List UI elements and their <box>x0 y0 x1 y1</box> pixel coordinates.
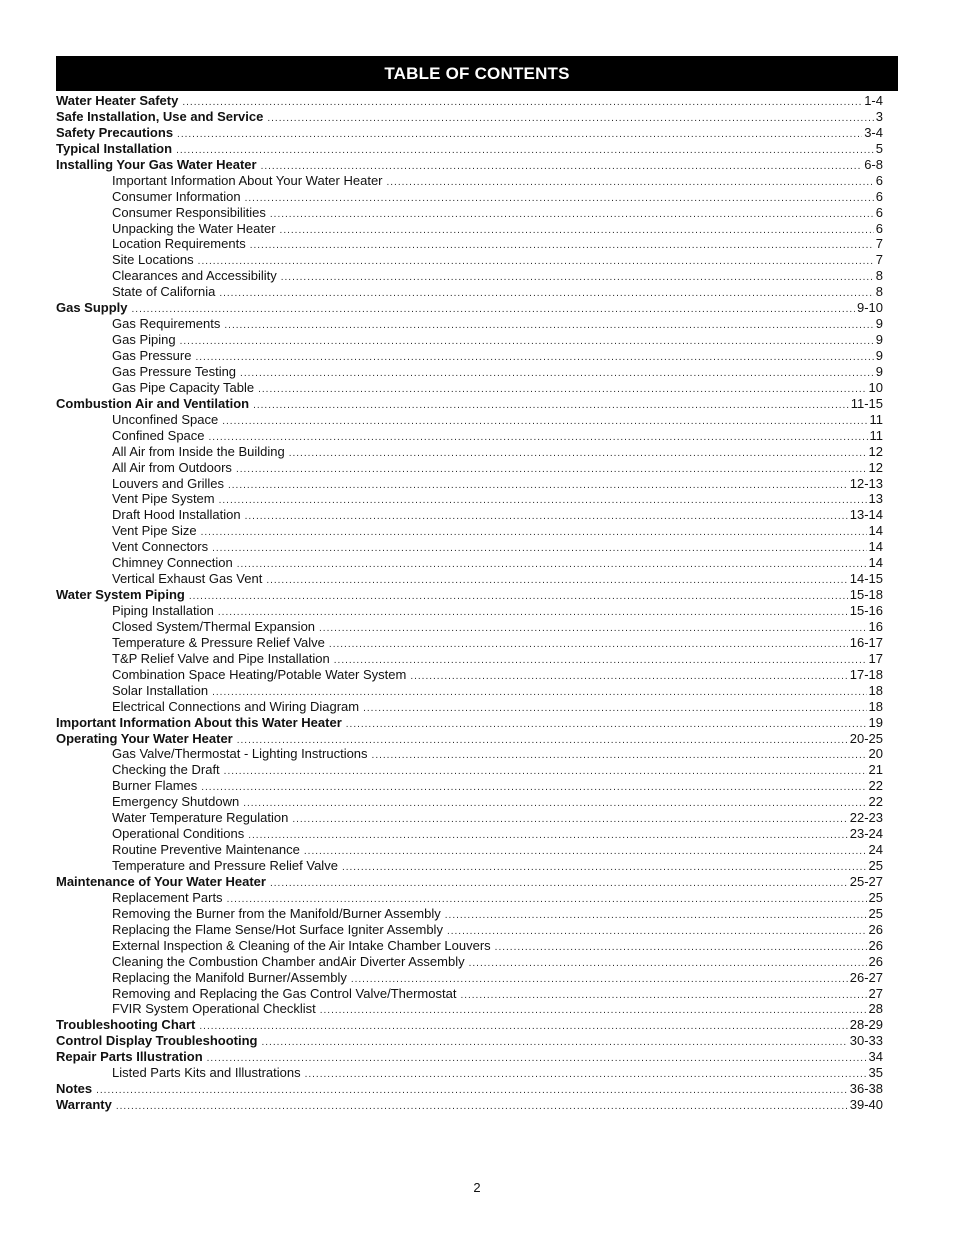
toc-subsection-entry[interactable] <box>56 858 883 874</box>
toc-subsection-entry[interactable] <box>56 205 883 221</box>
toc-entry-pages: 5 <box>875 140 883 156</box>
toc-entry-pages: 20 <box>868 746 883 762</box>
toc-subsection-entry[interactable] <box>56 444 883 460</box>
toc-entry-pages: 12-13 <box>849 475 883 491</box>
toc-entry-label: State of California <box>112 284 216 300</box>
toc-entry-pages: 14 <box>868 539 883 555</box>
toc-entry-pages: 26 <box>868 953 883 969</box>
toc-subsection-entry[interactable] <box>56 189 883 205</box>
toc-entry-label: Warranty <box>56 1097 112 1113</box>
dot-leader <box>201 525 867 541</box>
toc-entry-label: Cleaning the Combustion Chamber andAir Diverter Assembly <box>112 953 465 969</box>
toc-section-entry[interactable] <box>56 1033 883 1049</box>
toc-entry-label: Gas Piping <box>112 332 176 348</box>
toc-entry-label: External Inspection & Cleaning of the Air Intake Chamber Louvers <box>112 937 491 953</box>
dot-leader <box>240 366 874 382</box>
toc-section-entry[interactable] <box>56 715 883 731</box>
toc-subsection-entry[interactable] <box>56 651 883 667</box>
toc-entry-pages: 9-10 <box>856 300 883 316</box>
toc-entry-pages: 3-4 <box>864 124 883 140</box>
toc-entry-label: Closed System/Thermal Expansion <box>112 618 316 634</box>
toc-entry-label: Vent Connectors <box>112 539 209 555</box>
dot-leader <box>224 318 873 334</box>
toc-entry-pages: 6 <box>875 220 883 236</box>
toc-entry-label: Removing the Burner from the Manifold/Burner Assembly <box>112 905 441 921</box>
toc-subsection-entry[interactable] <box>56 460 883 476</box>
toc-entry-pages: 27 <box>868 985 883 1001</box>
toc-subsection-entry[interactable] <box>56 986 883 1002</box>
toc-subsection-entry[interactable] <box>56 794 883 810</box>
dot-leader <box>320 1003 867 1019</box>
dot-leader <box>410 669 847 685</box>
toc-entry-label: Important Information About this Water Heater <box>56 714 342 730</box>
toc-entry-pages: 17-18 <box>849 666 883 682</box>
toc-entry-pages: 12 <box>868 443 883 459</box>
dot-leader <box>224 764 867 780</box>
toc-entry-pages: 6-8 <box>864 156 883 172</box>
toc-entry-label: Control Display Troubleshooting <box>56 1033 258 1049</box>
toc-section-entry[interactable] <box>56 874 883 890</box>
toc-entry-label: Installing Your Gas Water Heater <box>56 156 257 172</box>
toc-subsection-entry[interactable] <box>56 332 883 348</box>
dot-leader <box>253 398 849 414</box>
dot-leader <box>180 334 874 350</box>
toc-entry-label: Louvers and Grilles <box>112 475 224 491</box>
dot-leader <box>198 254 874 270</box>
toc-entry-label: Vent Pipe System <box>112 491 215 507</box>
toc-subsection-entry[interactable] <box>56 428 883 444</box>
toc-entry-label: Removing and Replacing the Gas Control Valve/Thermostat <box>112 985 457 1001</box>
dot-leader <box>305 1067 867 1083</box>
toc-subsection-entry[interactable] <box>56 826 883 842</box>
toc-section-entry[interactable] <box>56 1097 883 1113</box>
toc-subsection-entry[interactable] <box>56 906 883 922</box>
toc-entry-label: Vent Pipe Size <box>112 523 197 539</box>
dot-leader <box>346 717 867 733</box>
dot-leader <box>469 956 867 972</box>
dot-leader <box>248 828 848 844</box>
toc-subsection-entry[interactable] <box>56 364 883 380</box>
toc-entry-label: Temperature and Pressure Relief Valve <box>112 858 338 873</box>
toc-entry-pages: 6 <box>875 204 883 220</box>
dot-leader <box>342 860 867 876</box>
toc-entry-pages: 9 <box>875 363 883 379</box>
toc-subsection-entry[interactable] <box>56 635 883 651</box>
toc-entry-label: Notes <box>56 1081 93 1097</box>
toc-entry-pages: 8 <box>875 284 883 300</box>
toc-entry-label: Replacement Parts <box>112 889 223 905</box>
dot-leader <box>445 908 867 924</box>
toc-subsection-entry[interactable] <box>56 762 883 778</box>
toc-entry-pages: 11 <box>869 427 883 443</box>
dot-leader <box>363 701 866 717</box>
toc-subsection-entry[interactable] <box>56 268 883 284</box>
dot-leader <box>292 812 847 828</box>
dot-leader <box>267 111 873 127</box>
toc-entry-label: All Air from Outdoors <box>112 459 232 475</box>
dot-leader <box>176 143 874 159</box>
toc-entry-pages: 28-29 <box>849 1017 883 1033</box>
toc-entry-pages: 25 <box>868 905 883 921</box>
dot-leader <box>245 509 848 525</box>
toc-entry-pages: 15-18 <box>849 587 883 603</box>
toc-entry-label: Solar Installation <box>112 682 209 698</box>
toc-entry-label: Combustion Air and Ventilation <box>56 395 250 411</box>
toc-entry-pages: 7 <box>875 252 883 268</box>
toc-subsection-entry[interactable] <box>56 778 883 794</box>
dot-leader <box>266 573 847 589</box>
dot-leader <box>387 175 874 191</box>
toc-entry-label: Consumer Information <box>112 188 241 204</box>
toc-entry-pages: 19 <box>868 714 883 730</box>
toc-entry-pages: 1-4 <box>864 93 883 108</box>
toc-section-entry[interactable] <box>56 1017 883 1033</box>
toc-subsection-entry[interactable] <box>56 412 883 428</box>
toc-section-entry[interactable] <box>56 93 883 109</box>
toc-entry-pages: 22-23 <box>849 810 883 826</box>
toc-entry-label: Gas Valve/Thermostat - Lighting Instructions <box>112 746 368 762</box>
toc-subsection-entry[interactable] <box>56 539 883 555</box>
toc-entry-label: Replacing the Flame Sense/Hot Surface Igniter Assembly <box>112 921 443 937</box>
toc-subsection-entry[interactable] <box>56 970 883 986</box>
dot-leader <box>219 493 867 509</box>
dot-leader <box>219 286 873 302</box>
toc-entry-label: Piping Installation <box>112 603 214 618</box>
toc-entry-pages: 13 <box>868 491 883 507</box>
toc-entry-pages: 20-25 <box>849 730 883 746</box>
dot-leader <box>222 414 867 430</box>
dot-leader <box>329 637 848 653</box>
dot-leader <box>334 653 867 669</box>
dot-leader <box>96 1083 848 1099</box>
toc-entry-pages: 10 <box>868 379 883 395</box>
toc-entry-pages: 23-24 <box>849 826 883 842</box>
toc-subsection-entry[interactable] <box>56 699 883 715</box>
toc-subsection-entry[interactable] <box>56 316 883 332</box>
table-of-contents <box>56 93 883 1113</box>
toc-subsection-entry[interactable] <box>56 1001 883 1017</box>
toc-section-entry[interactable] <box>56 1049 883 1065</box>
toc-section-entry[interactable] <box>56 141 883 157</box>
toc-subsection-entry[interactable] <box>56 221 883 237</box>
toc-entry-label: Burner Flames <box>112 778 198 794</box>
toc-entry-pages: 30-33 <box>849 1033 883 1049</box>
toc-entry-pages: 21 <box>868 762 883 778</box>
toc-section-entry[interactable] <box>56 300 883 316</box>
toc-entry-label: Maintenance of Your Water Heater <box>56 873 266 889</box>
dot-leader <box>212 541 866 557</box>
toc-entry-pages: 6 <box>875 172 883 188</box>
toc-subsection-entry[interactable] <box>56 173 883 189</box>
toc-entry-label: Important Information About Your Water Heater <box>112 172 383 188</box>
toc-entry-pages: 35 <box>868 1065 883 1081</box>
toc-entry-label: Clearances and Accessibility <box>112 268 277 284</box>
toc-entry-label: Gas Pressure <box>112 348 192 363</box>
toc-entry-label: Unpacking the Water Heater <box>112 220 276 236</box>
toc-entry-label: Vertical Exhaust Gas Vent <box>112 571 263 587</box>
toc-entry-pages: 16-17 <box>849 634 883 650</box>
toc-entry-label: FVIR System Operational Checklist <box>112 1001 316 1017</box>
toc-entry-label: Combination Space Heating/Potable Water System <box>112 666 407 682</box>
toc-entry-pages: 26 <box>868 937 883 953</box>
dot-leader <box>250 238 874 254</box>
toc-entry-label: Confined Space <box>112 427 205 443</box>
toc-subsection-entry[interactable] <box>56 683 883 699</box>
toc-subsection-entry[interactable] <box>56 284 883 300</box>
toc-entry-label: Safety Precautions <box>56 124 174 140</box>
toc-entry-label: Location Requirements <box>112 236 246 252</box>
toc-entry-label: Site Locations <box>112 252 194 268</box>
dot-leader <box>319 621 867 637</box>
dot-leader <box>228 478 848 494</box>
toc-subsection-entry[interactable] <box>56 810 883 826</box>
dot-leader <box>177 127 862 143</box>
dot-leader <box>270 207 874 223</box>
page-number: 2 <box>473 1180 481 1195</box>
dot-leader <box>243 796 866 812</box>
dot-leader <box>289 446 867 462</box>
toc-entry-pages: 16 <box>868 618 883 634</box>
toc-entry-label: Replacing the Manifold Burner/Assembly <box>112 969 347 985</box>
toc-entry-label: Unconfined Space <box>112 411 219 427</box>
toc-entry-label: All Air from Inside the Building <box>112 443 285 459</box>
dot-leader <box>209 430 868 446</box>
toc-subsection-entry[interactable] <box>56 555 883 571</box>
toc-entry-pages: 26 <box>868 921 883 937</box>
toc-entry-label: Operational Conditions <box>112 826 245 842</box>
toc-entry-label: Electrical Connections and Wiring Diagram <box>112 698 360 714</box>
toc-entry-pages: 8 <box>875 268 883 284</box>
toc-entry-pages: 28 <box>868 1001 883 1017</box>
toc-entry-label: Gas Requirements <box>112 316 221 332</box>
toc-entry-label: Water System Piping <box>56 587 185 603</box>
toc-subsection-entry[interactable] <box>56 380 883 396</box>
toc-entry-label: T&P Relief Valve and Pipe Installation <box>112 650 330 666</box>
toc-section-entry[interactable] <box>56 157 883 173</box>
toc-section-entry[interactable] <box>56 109 883 125</box>
toc-subsection-entry[interactable] <box>56 954 883 970</box>
dot-leader <box>245 191 874 207</box>
dot-leader <box>372 748 867 764</box>
toc-entry-pages: 24 <box>868 842 883 858</box>
toc-entry-pages: 17 <box>868 650 883 666</box>
toc-entry-label: Draft Hood Installation <box>112 507 241 523</box>
toc-entry-pages: 14-15 <box>849 571 883 587</box>
toc-subsection-entry[interactable] <box>56 236 883 252</box>
toc-entry-pages: 7 <box>875 236 883 252</box>
toc-subsection-entry[interactable] <box>56 476 883 492</box>
toc-entry-label: Water Temperature Regulation <box>112 810 289 826</box>
toc-section-entry[interactable] <box>56 587 883 603</box>
dot-leader <box>281 270 874 286</box>
toc-subsection-entry[interactable] <box>56 571 883 587</box>
toc-entry-pages: 12 <box>868 459 883 475</box>
toc-entry-pages: 25 <box>868 889 883 905</box>
dot-leader <box>116 1099 848 1115</box>
toc-entry-pages: 26-27 <box>849 969 883 985</box>
toc-entry-pages: 9 <box>875 332 883 348</box>
toc-entry-pages: 9 <box>875 316 883 332</box>
toc-entry-label: Gas Supply <box>56 300 128 316</box>
toc-subsection-entry[interactable] <box>56 667 883 683</box>
dot-leader <box>189 589 848 605</box>
dot-leader <box>236 462 867 478</box>
toc-entry-pages: 36-38 <box>849 1081 883 1097</box>
toc-entry-label: Chimney Connection <box>112 555 233 571</box>
dot-leader <box>237 557 867 573</box>
dot-leader <box>280 223 874 239</box>
dot-leader <box>270 876 848 892</box>
toc-section-entry[interactable] <box>56 125 883 141</box>
dot-leader <box>460 988 866 1004</box>
toc-entry-label: Routine Preventive Maintenance <box>112 842 300 858</box>
toc-subsection-entry[interactable] <box>56 603 883 619</box>
dot-leader <box>304 844 867 860</box>
toc-subsection-entry[interactable] <box>56 746 883 762</box>
toc-subsection-entry[interactable] <box>56 842 883 858</box>
toc-entry-label: Temperature & Pressure Relief Valve <box>112 634 325 650</box>
toc-subsection-entry[interactable] <box>56 523 883 539</box>
toc-entry-label: Troubleshooting Chart <box>56 1017 196 1033</box>
dot-leader <box>182 95 862 111</box>
toc-entry-pages: 9 <box>875 348 883 363</box>
toc-subsection-entry[interactable] <box>56 938 883 954</box>
toc-entry-label: Gas Pressure Testing <box>112 363 237 379</box>
toc-entry-pages: 14 <box>868 523 883 539</box>
dot-leader <box>199 1019 847 1035</box>
toc-entry-label: Water Heater Safety <box>56 93 179 108</box>
toc-entry-pages: 22 <box>868 794 883 810</box>
toc-entry-pages: 22 <box>868 778 883 794</box>
toc-entry-label: Checking the Draft <box>112 762 220 778</box>
toc-entry-label: Consumer Responsibilities <box>112 204 266 220</box>
toc-entry-pages: 3 <box>875 108 883 124</box>
toc-entry-pages: 25-27 <box>849 873 883 889</box>
toc-entry-pages: 25 <box>868 858 883 873</box>
toc-entry-pages: 39-40 <box>849 1097 883 1113</box>
toc-subsection-entry[interactable] <box>56 922 883 938</box>
toc-subsection-entry[interactable] <box>56 1065 883 1081</box>
dot-leader <box>207 1051 867 1067</box>
toc-section-entry[interactable] <box>56 731 883 747</box>
dot-leader <box>258 382 866 398</box>
toc-entry-pages: 34 <box>868 1049 883 1065</box>
toc-subsection-entry[interactable] <box>56 252 883 268</box>
toc-subsection-entry[interactable] <box>56 491 883 507</box>
dot-leader <box>447 924 867 940</box>
toc-section-entry[interactable] <box>56 396 883 412</box>
toc-entry-label: Listed Parts Kits and Illustrations <box>112 1065 301 1081</box>
dot-leader <box>262 1035 848 1051</box>
toc-section-entry[interactable] <box>56 1081 883 1097</box>
toc-entry-pages: 11-15 <box>850 395 883 411</box>
toc-entry-label: Repair Parts Illustration <box>56 1049 203 1065</box>
toc-subsection-entry[interactable] <box>56 507 883 523</box>
toc-subsection-entry[interactable] <box>56 619 883 635</box>
dot-leader <box>201 780 866 796</box>
page-title: TABLE OF CONTENTS <box>56 56 898 91</box>
dot-leader <box>132 302 855 318</box>
toc-entry-pages: 13-14 <box>849 507 883 523</box>
toc-entry-label: Safe Installation, Use and Service <box>56 108 264 124</box>
toc-subsection-entry[interactable] <box>56 348 883 364</box>
toc-entry-pages: 18 <box>868 682 883 698</box>
toc-subsection-entry[interactable] <box>56 890 883 906</box>
toc-entry-pages: 14 <box>868 555 883 571</box>
toc-entry-label: Operating Your Water Heater <box>56 730 233 746</box>
dot-leader <box>495 940 867 956</box>
toc-entry-label: Emergency Shutdown <box>112 794 240 810</box>
toc-entry-label: Gas Pipe Capacity Table <box>112 379 255 395</box>
dot-leader <box>195 350 873 366</box>
toc-entry-label: Typical Installation <box>56 140 173 156</box>
toc-entry-pages: 15-16 <box>849 603 883 618</box>
toc-entry-pages: 18 <box>868 698 883 714</box>
toc-entry-pages: 11 <box>869 411 883 427</box>
toc-entry-pages: 6 <box>875 188 883 204</box>
